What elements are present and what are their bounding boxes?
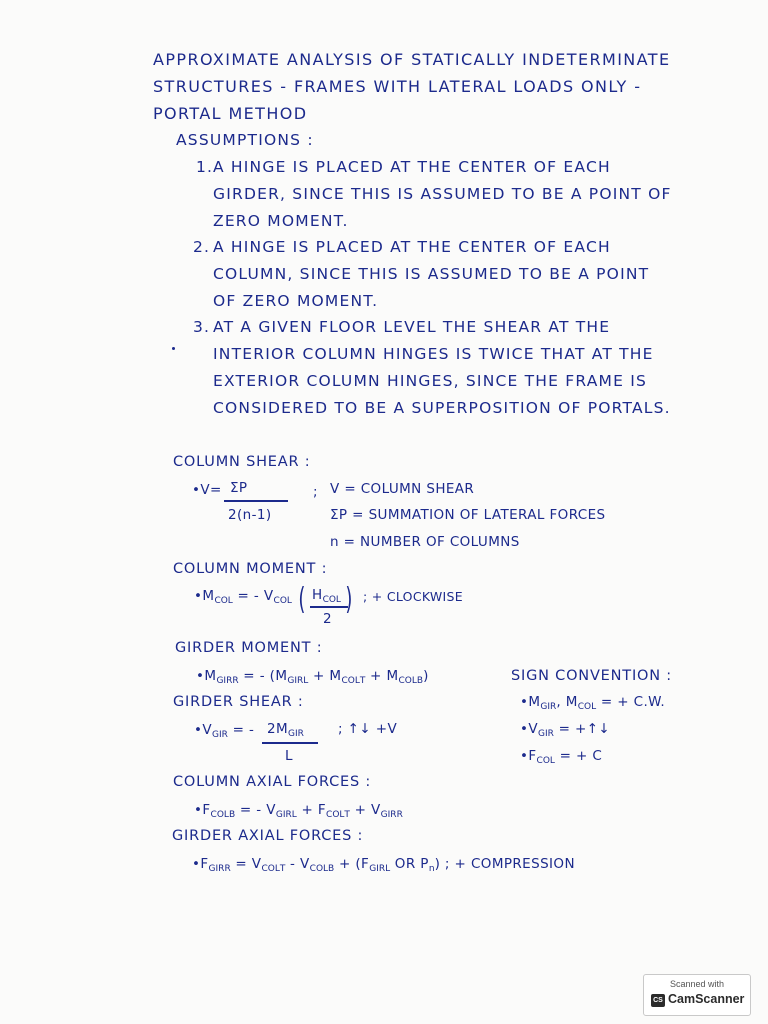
assumption-1-line-2: GIRDER, SINCE THIS IS ASSUMED TO BE A POINT OF [213,185,672,203]
column-moment-equation: $•M_{COL}$ = - $V_{COL}$ [194,588,292,606]
sign-convention-moment: $•M_{GIR}$, $M_{COL}$ = + C.W. [520,694,666,712]
column-shear-fraction-bar [224,500,288,502]
ink-speck [172,347,175,350]
girder-shear-note: ; ↑↓ +V [338,721,398,737]
badge-caption: Scanned with [669,979,725,989]
girder-axial-equation: $•F_{GIRR} = V_{COLT} - V_{COLB} + (F_{GIRL}$ OR $P_n$) ; + COMPRESSION [192,856,575,874]
column-shear-def-v: V = COLUMN SHEAR [330,481,475,497]
column-shear-lhs: •V= [192,482,222,498]
column-moment-fraction-bar [310,606,348,608]
assumption-2-line-1: A HINGE IS PLACED AT THE CENTER OF EACH [213,238,611,256]
right-paren: ) [345,582,353,617]
assumption-1-line-1: A HINGE IS PLACED AT THE CENTER OF EACH [213,158,611,176]
assumption-2-line-3: OF ZERO MOMENT. [213,292,379,310]
column-moment-note: ; + CLOCKWISE [363,589,463,604]
title-line-1: APPROXIMATE ANALYSIS OF STATICALLY INDETERMINATE [153,50,671,69]
title-line-2: STRUCTURES - FRAMES WITH LATERAL LOADS ONLY - [153,77,642,96]
sign-convention-shear: $•V_{GIR}$ = +↑↓ [520,721,611,739]
column-moment-heading: COLUMN MOMENT : [173,561,328,577]
girder-shear-heading: GIRDER SHEAR : [173,694,304,710]
title-line-3: PORTAL METHOD [153,104,308,123]
assumption-1-line-3: ZERO MOMENT. [213,212,349,230]
girder-moment-heading: GIRDER MOMENT : [175,640,323,656]
assumption-3-line-4: CONSIDERED TO BE A SUPERPOSITION OF PORTALS. [213,399,671,417]
left-paren: ( [298,582,306,617]
assumption-3-number: 3. [193,318,211,336]
assumption-2-line-2: COLUMN, SINCE THIS IS ASSUMED TO BE A POINT [213,265,650,283]
assumption-3-line-2: INTERIOR COLUMN HINGES IS TWICE THAT AT THE [213,345,654,363]
sign-convention-axial: $•F_{COL}$ = + C [520,748,603,766]
girder-moment-equation: $•M_{GIRR}$ = - $(M_{GIRL} + M_{COLT} + M_{COLB})$ [196,668,429,686]
assumption-2-number: 2. [193,238,211,256]
column-shear-def-p: ΣP = SUMMATION OF LATERAL FORCES [330,507,606,523]
camscanner-logo-icon: CS [651,994,665,1007]
column-shear-def-n: n = NUMBER OF COLUMNS [330,534,520,550]
girder-shear-numerator: $2M_{GIR}$ [267,721,304,739]
girder-shear-lhs: $•V_{GIR}$ = - [194,722,255,740]
column-moment-numerator: $H_{COL}$ [312,587,341,605]
assumption-1-number: 1. [196,158,214,176]
assumption-3-line-1: AT A GIVEN FLOOR LEVEL THE SHEAR AT THE [213,318,611,336]
column-axial-equation: $•F_{COLB}$ = - $V_{GIRL} + F_{COLT} + V_{GIRR}$ [194,802,403,820]
girder-shear-fraction-bar [262,742,318,744]
girder-axial-heading: GIRDER AXIAL FORCES : [172,828,364,844]
camscanner-badge [643,974,751,1016]
sign-convention-heading: SIGN CONVENTION : [511,668,672,684]
badge-brand-name: CamScanner [668,992,745,1006]
column-shear-numerator: ΣP [230,480,248,496]
column-shear-heading: COLUMN SHEAR : [173,454,311,470]
column-shear-denominator: 2(n-1) [228,507,272,523]
girder-shear-denominator: L [285,748,293,764]
assumption-3-line-3: EXTERIOR COLUMN HINGES, SINCE THE FRAME IS [213,372,648,390]
column-axial-heading: COLUMN AXIAL FORCES : [173,774,372,790]
column-moment-denominator: 2 [323,611,332,627]
column-shear-separator: ; [313,484,318,500]
assumptions-heading: ASSUMPTIONS : [176,131,314,149]
